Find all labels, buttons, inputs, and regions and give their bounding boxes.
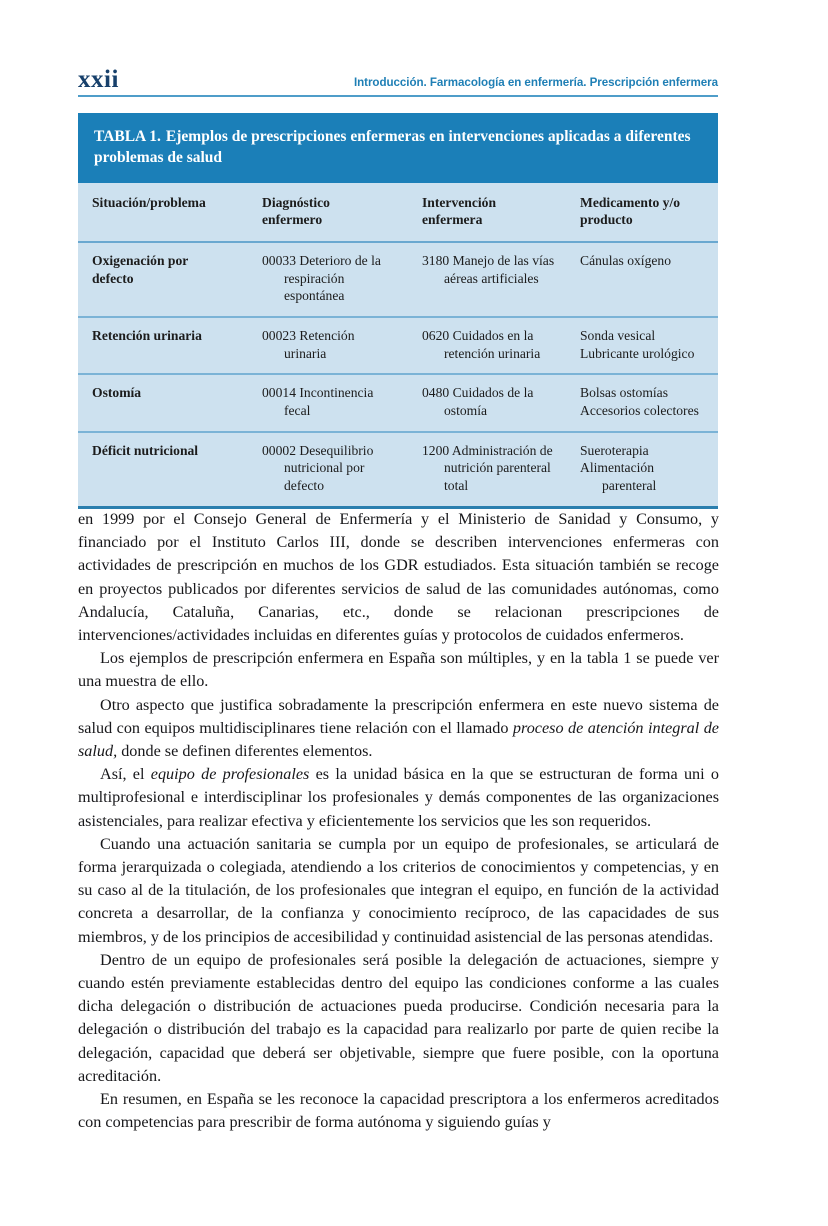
table-body [78, 183, 718, 509]
paragraph-4-italic: equipo de profesionales [150, 765, 310, 784]
paragraph-2: Los ejemplos de prescripción enfermera en España son múltiples, y en la tabla 1 se puede ver una muestra de ello. [78, 649, 719, 691]
cell-line1: Oxigenación por [92, 253, 189, 269]
cell-text: 0620 Cuidados en la retención urinaria [422, 328, 541, 361]
table-grid [78, 183, 718, 509]
table-row [78, 242, 718, 317]
column-header-line1: Medicamento y/o [580, 194, 681, 210]
cell-line1: Sueroterapia [580, 442, 649, 458]
paragraph-5: Cuando una actuación sanitaria se cumpla por un equipo de profesionales, se articulará de forma jerarquizada o colegiada, atendiendo a los criterios de conocimientos y competencias, y en su caso al de la titulación, de los profesionales que integran el equipo, en función de la actividad concreta a desarrollar, de la confianza y conocimiento recíproco, de las capacidades de sus miembros, y de los principios de accesibilidad y continuidad asistencial de las personas atendidas. [78, 834, 719, 946]
cell-text: 3180 Manejo de las vías aéreas artificiales [422, 253, 555, 286]
cell-line2: Accesorios colectores [580, 403, 699, 419]
cell-text: 00014 Incontinencia fecal [262, 385, 374, 419]
cell-intervencion [408, 242, 566, 317]
cell-situacion [78, 317, 248, 374]
column-header-diagnostico [248, 183, 408, 242]
paragraph-4-part-b: es la unidad básica en la que se estructuran de forma uni o multiprofesional e interdisciplinar los profesionales y demás componentes de las organizaciones asistenciales, para realizar efectiva y eficientemente los servicios que les son requeridos. [78, 765, 720, 830]
table-header-row [78, 183, 718, 242]
cell-situacion [78, 242, 248, 317]
cell-medicamento [566, 374, 718, 431]
cell-text: 0480 Cuidados de la ostomía [422, 385, 534, 419]
cell-medicamento [566, 242, 718, 317]
cell-diagnostico [248, 317, 408, 374]
cell-medicamento [566, 317, 718, 374]
table-caption-text: Ejemplos de prescripciones enfermeras en intervenciones aplicadas a diferentes problemas de salud [94, 128, 691, 167]
paragraph-3-part-b: donde se definen diferentes elementos. [117, 742, 373, 761]
table-row [78, 317, 718, 374]
cell-line1: Sonda vesical [580, 328, 656, 344]
cell-diagnostico [248, 432, 408, 508]
cell-text: 1200 Administración de nutrición parenteral total [422, 442, 553, 494]
cell-situacion [78, 432, 248, 508]
running-head-title: Introducción. Farmacología en enfermería. Prescripción enfermera [353, 76, 718, 90]
cell-text: 00002 Desequilibrio nutricional por defecto [262, 442, 374, 494]
column-header-medicamento [566, 183, 718, 242]
cell-situacion [78, 374, 248, 431]
table-caption-number: TABLA 1. [94, 128, 161, 145]
column-header-line1: Intervención [422, 194, 497, 210]
cell-text: 00033 Deterioro de la respiración espontánea [262, 253, 381, 304]
cell-intervencion [408, 374, 566, 431]
cell-line2: Alimentación parenteral [580, 460, 657, 494]
paragraph-7: En resumen, en España se les reconoce la capacidad prescriptora a los enfermeros acreditados con competencias para prescribir de forma autónoma y siguiendo guías y [78, 1090, 719, 1132]
running-head-rule [78, 95, 718, 97]
running-head [78, 58, 718, 92]
cell-text: 00023 Retención urinaria [262, 328, 355, 361]
column-header-line1: Situación/problema [92, 194, 206, 210]
paragraph-3 [78, 694, 719, 764]
cell-line2: defecto [92, 270, 134, 286]
column-header-line2: producto [580, 212, 633, 228]
cell-line1: Déficit nutricional [92, 442, 199, 458]
body-text [78, 508, 719, 1134]
column-header-line2: enfermero [262, 212, 323, 228]
cell-line1: Cánulas oxígeno [580, 253, 671, 269]
table-caption [78, 113, 718, 183]
column-header-intervencion [408, 183, 566, 242]
cell-diagnostico [248, 374, 408, 431]
table-row [78, 432, 718, 508]
folio-page-number: xxii [78, 66, 119, 93]
table-1 [78, 113, 718, 509]
cell-line2: Lubricante urológico [580, 345, 695, 361]
column-header-line1: Diagnóstico [262, 194, 330, 210]
paragraph-3-part-a: Otro aspecto que justifica sobradamente la prescripción enfermera en este nuevo sistema de salud con equipos multidisciplinares tiene relación con el llamado [78, 695, 719, 737]
cell-intervencion [408, 432, 566, 508]
cell-intervencion [408, 317, 566, 374]
column-header-situacion [78, 183, 248, 242]
cell-medicamento [566, 432, 718, 508]
paragraph-4 [78, 763, 719, 833]
paragraph-4-part-a: Así, el [100, 765, 151, 784]
cell-line1: Retención urinaria [92, 328, 202, 344]
cell-line1: Ostomía [92, 385, 142, 401]
column-header-line2: enfermera [422, 212, 483, 228]
paragraph-3-italic: proceso de atención integral de salud, [78, 718, 719, 761]
table-row [78, 374, 718, 431]
paragraph-1: en 1999 por el Consejo General de Enfermería y el Ministerio de Sanidad y Consumo, y financiado por el Instituto Carlos III, donde se describen intervenciones enfermeras con actividades de prescripción en muchos de los GDR estudiados. Esta situación también se recoge en proyectos publicados por diferentes servicios de salud de las comunidades autónomas, como Andalucía, Cataluña, Canarias, etc., donde se relacionan prescripciones de intervenciones/actividades incluidas en diferentes guías y protocolos de cuidados enfermeros. [78, 510, 719, 645]
cell-diagnostico [248, 242, 408, 317]
paragraph-6: Dentro de un equipo de profesionales será posible la delegación de actuaciones, siempre y cuando estén previamente establecidas dentro del equipo las condiciones conforme a las cuales dicha delegación o distribución de actuaciones pueda producirse. Condición necesaria para la delegación o distribución del trabajo es la capacidad para realizarlo por parte de quien recibe la delegación, capacidad que deberá ser objetivable, siempre que fuere posible, con la oportuna acreditación. [78, 950, 719, 1085]
cell-line1: Bolsas ostomías [580, 385, 668, 401]
